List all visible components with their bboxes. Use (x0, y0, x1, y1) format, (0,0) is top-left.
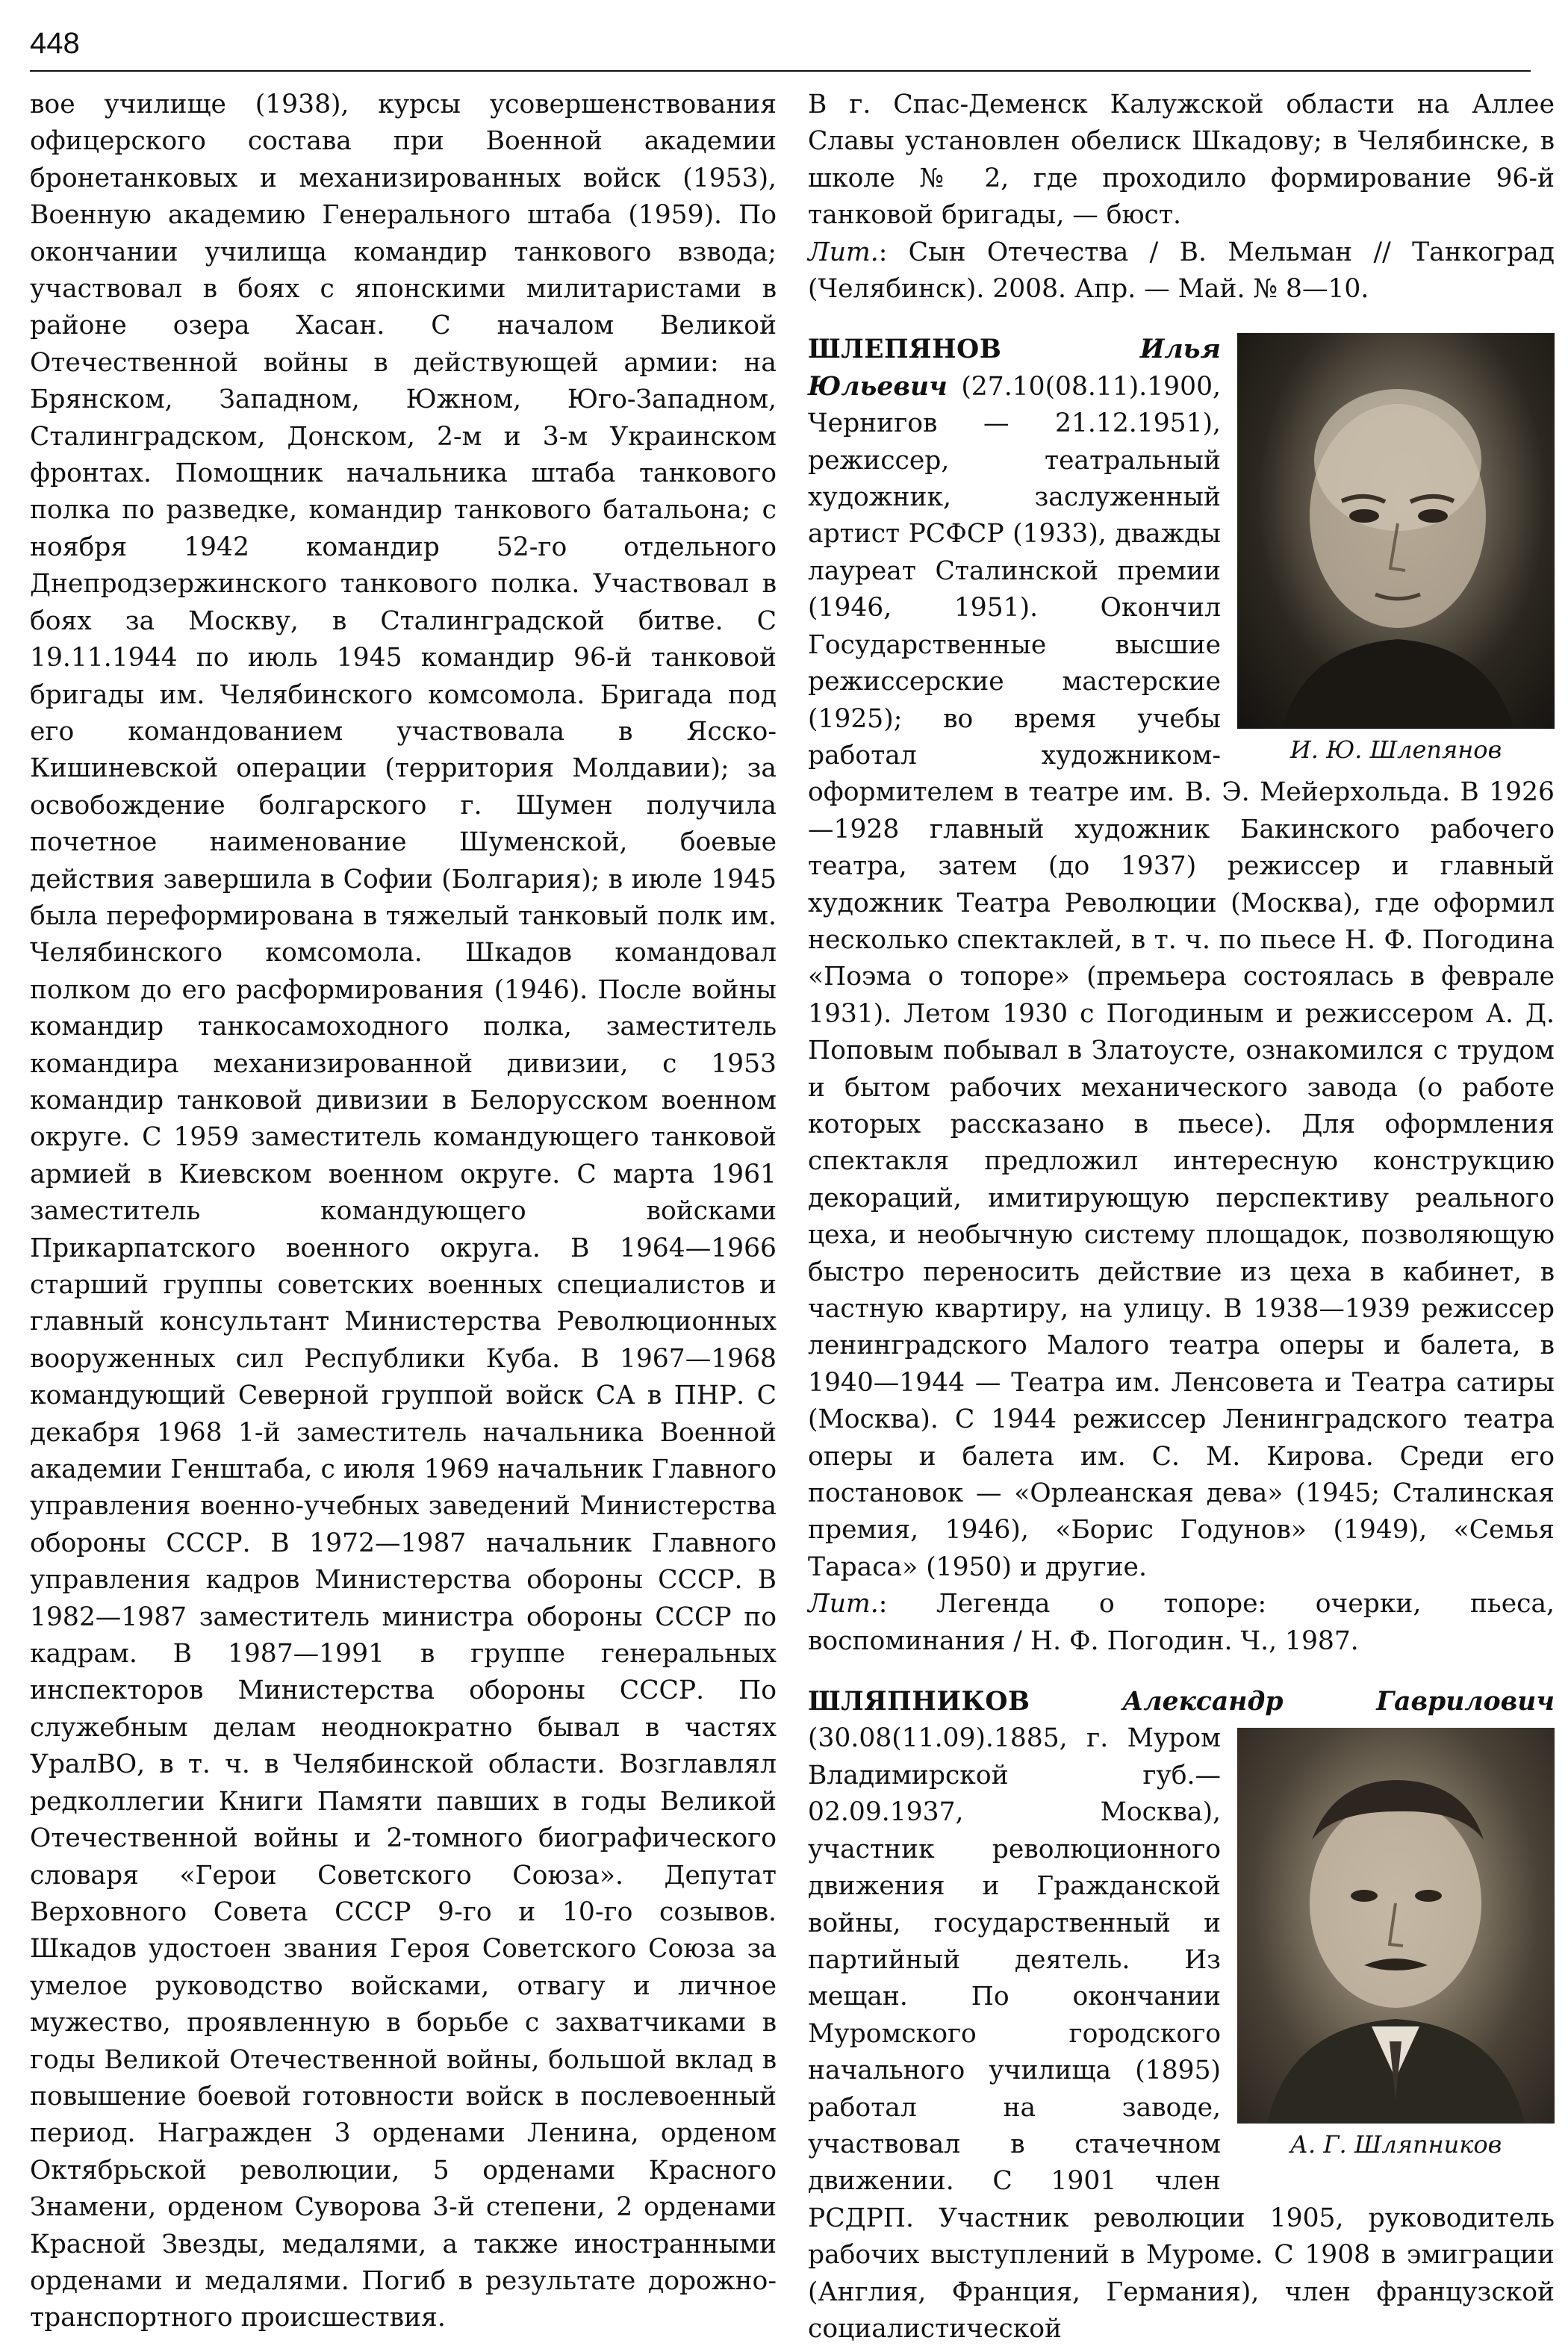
page-number: 448 (30, 27, 80, 60)
literature-label: Лит. (808, 1589, 879, 1620)
portrait-image (1237, 1728, 1555, 2124)
portrait-photo-shlyapnikov (1237, 1728, 1555, 2124)
literature-text: : Сын Отечества / В. Мельман // Танкоград (Челябинск). 2008. Апр. — Май. № 8—10. (808, 237, 1555, 305)
entry-headword: ШЛЕПЯНОВ (808, 335, 1002, 365)
portrait-photo-shlepyanov (1237, 333, 1555, 729)
portrait-figure (1237, 333, 1555, 766)
article-continuation-shkadov (808, 87, 1555, 308)
entry-text: (27.10(08.11).1900, Чернигов — 21.12.1951), режиссер, театральный художник, заслуженный артист РСФСР (1933), дважды лауреат Сталинской премии (1946, 1951). Окончил Государственные высшие режиссерские мастерские (1925); во время учебы работал художником-оформителем в театре им. В. Э. Мейерхольда. В 1926—1928 главный художник Бакинского рабочего театра, затем (до 1937) режиссер и главный художник Театра Революции (Москва), где оформил несколько спектаклей, в т. ч. по пьесе Н. Ф. Погодина «Поэма о топоре» (премьера состоялась в феврале 1931). Летом 1930 с Погодиным и режиссером А. Д. Поповым побывал в Златоусте, ознакомился с трудом и бытом рабочих механического завода (о работе которых рассказано в пьесе). Для оформления спектакля предложил интересную конструкцию декораций, имитирующую перспективу реального цеха, и необычную систему площадок, позволяющую быстро переносить действие из цеха в кабинет, в частную квартиру, на улицу. В 1938—1939 режиссер ленинградского Малого театра оперы и балета, в 1940—1944 — Театра им. Ленсовета и Театра сатиры (Москва). С 1944 режиссер Ленинградского театра оперы и балета им. С. М. Кирова. Среди его постановок — «Орлеанская дева» (1945; Сталинская премия, 1946), «Борис Годунов» (1949), «Семья Тараса» (1950) и другие. (808, 371, 1555, 1582)
portrait-caption: И. Ю. Шлепянов (1289, 735, 1502, 765)
portrait-figure (1237, 1728, 1555, 2161)
portrait-caption: А. Г. Шляпников (1289, 2130, 1502, 2159)
entry-literature (808, 1586, 1555, 1660)
portrait-image (1237, 333, 1555, 729)
header-rule (30, 70, 1531, 72)
entry-text: (30.08(11.09).1885, г. Муром Владимирской губ.— 02.09.1937, Москва), участник революционного движения и Гражданской войны, государственный и партийный деятель. Из мещан. По окончании Муромского городского начального училища (1895) работал на заводе, участвовал в стачечном движении. С 1901 член РСДРП. Участник революции 1905, руководитель рабочих выступлений в Муроме. С 1908 в эмиграции (Англия, Франция, Германия), член французской социалистической (808, 1723, 1555, 2344)
entry-shlepyanov (808, 332, 1555, 1660)
entry-shlyapnikov (808, 1684, 1555, 2348)
left-column (30, 87, 777, 2337)
entry-body (808, 332, 1555, 1586)
literature-text: : Легенда о топоре: очерки, пьеса, воспоминания / Н. Ф. Погодин. Ч., 1987. (808, 1589, 1555, 1656)
entry-fullname: Александр Гаврилович (1122, 1687, 1555, 1717)
entry-headword: ШЛЯПНИКОВ (808, 1687, 1030, 1717)
article-text-shkadov: вое училище (1938), курсы усовершенствования офицерского состава при Военной академии бронетанковых и механизированных войск (1953), Военную академию Генерального штаба (1959). По окончании училища командир танкового взвода; участвовал в боях с японскими милитаристами в районе озера Хасан. С началом Великой Отечественной войны в действующей армии: на Брянском, Западном, Южном, Юго-Западном, Сталинградском, Донском, 2-м и 3-м Украинском фронтах. Помощник начальника штаба танкового полка по разведке, командир танкового батальона; с ноября 1942 командир 52-го отдельного Днепродзержинского танкового полка. Участвовал в боях за Москву, в Сталинградской битве. С 19.11.1944 по июль 1945 командир 96-й танковой бригады им. Челябинского комсомола. Бригада под его командованием участвовала в Ясско-Кишиневской операции (территория Молдавии); за освобождение болгарского г. Шумен получила почетное наименование Шуменской, боевые действия завершила в Софии (Болгария); в июле 1945 была переформирована в тяжелый танковый полк им. Челябинского комсомола. Шкадов командовал полком до его расформирования (1946). После войны командир танкосамоходного полка, заместитель командира механизированной дивизии, с 1953 командир танковой дивизии в Белорусском военном округе. С 1959 заместитель командующего танковой армией в Киевском военном округе. С марта 1961 заместитель командующего войсками Прикарпатского военного округа. В 1964—1966 старший группы советских военных специалистов и главный консультант Министерства Революционных вооруженных сил Республики Куба. В 1967—1968 командующий Северной группой войск СА в ПНР. С декабря 1968 1-й заместитель начальника Военной академии Генштаба, с июля 1969 начальник Главного управления военно-учебных заведений Министерства обороны СССР. В 1972—1987 начальник Главного управления кадров Министерства обороны СССР. В 1982—1987 заместитель министра обороны СССР по кадрам. В 1987—1991 в группе генеральных инспекторов Министерства обороны СССР. По служебным делам неоднократно бывал в частях УралВО, в т. ч. в Челябинской области. Возглавлял редколлегии Книги Памяти павших в годы Великой Отечественной войны и 2-томного биографического словаря «Герои Советского Союза». Депутат Верховного Совета СССР 9-го и 10-го созывов. Шкадов удостоен звания Героя Советского Союза за умелое руководство войсками, отвагу и личное мужество, проявленную в борьбе с захватчиками в годы Великой Отечественной войны, большой вклад в повышение боевой готовности войск в послевоенный период. Награжден 3 орденами Ленина, орденом Октябрьской революции, 5 орденами Красного Знамени, орденом Суворова 3-й степени, 2 орденами Красной Звезды, медалями, а также иностранными орденами и медалями. Погиб в результате дорожно-транспортного происшествия. (30, 90, 777, 2333)
right-column (808, 87, 1555, 2348)
literature-label: Лит. (808, 237, 879, 267)
entry-body (808, 1684, 1555, 2348)
entry-fullname: Илья Юльевич (808, 335, 1221, 402)
continuation-text: В г. Спас-Деменск Калужской области на Аллее Славы установлен обелиск Шкадову; в Челябинске, в школе № 2, где проходило формирование 96-й танковой бригады, — бюст. (808, 90, 1555, 231)
